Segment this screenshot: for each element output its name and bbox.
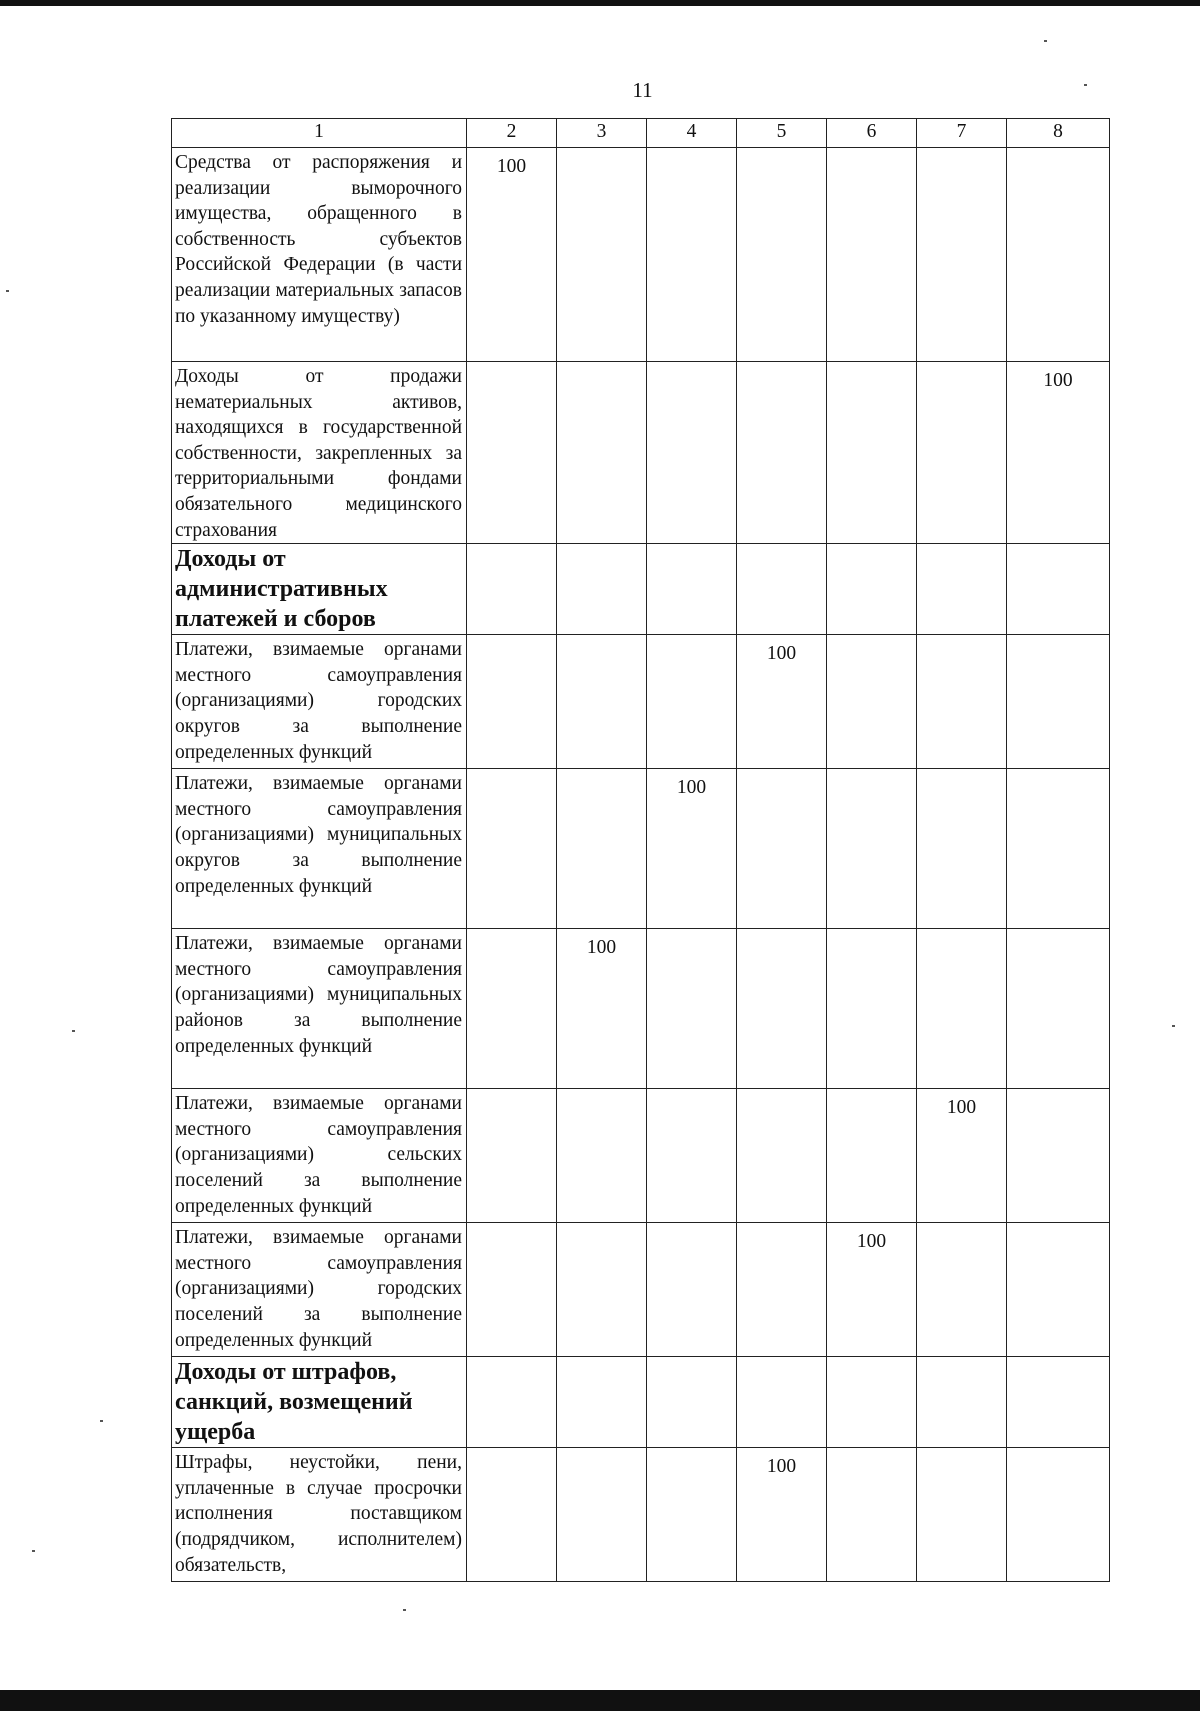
scan-speck [72, 1030, 75, 1032]
table-cell [557, 1089, 647, 1223]
table-cell [557, 1223, 647, 1357]
scan-speck [100, 1420, 103, 1422]
table-cell [647, 1089, 737, 1223]
table-cell [737, 1089, 827, 1223]
table-cell [647, 362, 737, 544]
table-cell [827, 148, 917, 362]
table-cell [917, 362, 1007, 544]
table-cell [557, 362, 647, 544]
table-cell [917, 544, 1007, 635]
table-cell [1007, 769, 1110, 929]
table-row [172, 769, 1110, 929]
table-cell [917, 148, 1007, 362]
section-row [172, 1357, 1110, 1448]
section-row [172, 544, 1110, 635]
scan-speck [1084, 84, 1087, 86]
column-header: 7 [917, 119, 1007, 148]
table-cell [917, 635, 1007, 769]
table-cell [827, 1448, 917, 1582]
table-cell [1007, 1223, 1110, 1357]
table-cell [827, 635, 917, 769]
table-row [172, 1223, 1110, 1357]
table-cell [467, 1357, 557, 1448]
table-cell [557, 148, 647, 362]
column-header: 8 [1007, 119, 1110, 148]
table-cell [647, 929, 737, 1089]
table-cell [647, 544, 737, 635]
column-header: 2 [467, 119, 557, 148]
row-label: Платежи, взимаемые органами местного самоуправления (организациями) городских округов за выполнение определенных функций [172, 635, 467, 769]
table-cell [467, 929, 557, 1089]
table-row [172, 1089, 1110, 1223]
table-cell [917, 1223, 1007, 1357]
table-cell [647, 148, 737, 362]
table-cell [647, 635, 737, 769]
table-row [172, 362, 1110, 544]
scan-border-bottom [0, 1690, 1200, 1711]
table-cell [737, 148, 827, 362]
table-cell [557, 544, 647, 635]
table-cell [827, 769, 917, 929]
table-cell [647, 1448, 737, 1582]
table-cell [1007, 1357, 1110, 1448]
table-cell [827, 362, 917, 544]
table-cell: 100 [827, 1223, 917, 1357]
table-cell [1007, 1448, 1110, 1582]
scan-speck [1044, 40, 1047, 42]
table-cell [917, 1357, 1007, 1448]
table-cell [467, 769, 557, 929]
table-row [172, 929, 1110, 1089]
column-header: 5 [737, 119, 827, 148]
table-cell [467, 635, 557, 769]
table-cell [737, 362, 827, 544]
table-cell [557, 769, 647, 929]
table-cell [1007, 544, 1110, 635]
row-label: Платежи, взимаемые органами местного самоуправления (организациями) муниципальных округов за выполнение определенных функций [172, 769, 467, 929]
table-cell [737, 1357, 827, 1448]
table-cell [467, 1448, 557, 1582]
table-cell: 100 [737, 1448, 827, 1582]
table-cell [827, 544, 917, 635]
scan-speck [403, 1609, 406, 1611]
table-cell [827, 929, 917, 1089]
column-header: 4 [647, 119, 737, 148]
table-cell [737, 1223, 827, 1357]
table-cell [467, 1223, 557, 1357]
table-row [172, 148, 1110, 362]
table-cell: 100 [1007, 362, 1110, 544]
scan-speck [6, 290, 9, 292]
column-header: 1 [172, 119, 467, 148]
table-cell: 100 [647, 769, 737, 929]
row-label: Платежи, взимаемые органами местного самоуправления (организациями) муниципальных районов за выполнение определенных функций [172, 929, 467, 1089]
table-cell [1007, 635, 1110, 769]
scan-border-top [0, 0, 1200, 6]
section-heading: Доходы от административных платежей и сборов [172, 544, 467, 635]
table-row [172, 1448, 1110, 1582]
table-cell [647, 1223, 737, 1357]
table-cell [1007, 1089, 1110, 1223]
table-row [172, 635, 1110, 769]
table-cell [917, 929, 1007, 1089]
row-label: Штрафы, неустойки, пени, уплаченные в случае просрочки исполнения поставщиком (подрядчиком, исполнителем) обязательств, [172, 1448, 467, 1582]
column-header: 3 [557, 119, 647, 148]
header-row [172, 119, 1110, 148]
table-cell: 100 [737, 635, 827, 769]
table-cell [467, 362, 557, 544]
scan-speck [32, 1550, 35, 1552]
column-header: 6 [827, 119, 917, 148]
scan-speck [1172, 1025, 1175, 1027]
table-cell [647, 1357, 737, 1448]
row-label: Средства от распоряжения и реализации выморочного имущества, обращенного в собственность субъектов Российской Федерации (в части реализации материальных запасов по указанному имуществу) [172, 148, 467, 362]
row-label: Платежи, взимаемые органами местного самоуправления (организациями) сельских поселений за выполнение определенных функций [172, 1089, 467, 1223]
table-cell: 100 [557, 929, 647, 1089]
table-cell [557, 635, 647, 769]
table-cell [1007, 929, 1110, 1089]
row-label: Доходы от продажи нематериальных активов, находящихся в государственной собственности, закрепленных за территориальными фондами обязательного медицинского страхования [172, 362, 467, 544]
table-cell: 100 [467, 148, 557, 362]
table-cell [827, 1357, 917, 1448]
table-cell: 100 [917, 1089, 1007, 1223]
table-cell [917, 769, 1007, 929]
table-cell [917, 1448, 1007, 1582]
table-cell [467, 1089, 557, 1223]
table-cell [557, 1448, 647, 1582]
table-cell [737, 769, 827, 929]
page-number: 11 [632, 78, 653, 102]
table-cell [737, 544, 827, 635]
row-label: Платежи, взимаемые органами местного самоуправления (организациями) городских поселений за выполнение определенных функций [172, 1223, 467, 1357]
table-cell [467, 544, 557, 635]
table-cell [827, 1089, 917, 1223]
table-cell [737, 929, 827, 1089]
section-heading: Доходы от штрафов, санкций, возмещений ущерба [172, 1357, 467, 1448]
table-cell [557, 1357, 647, 1448]
table-cell [1007, 148, 1110, 362]
revenue-distribution-table [171, 118, 1110, 1582]
